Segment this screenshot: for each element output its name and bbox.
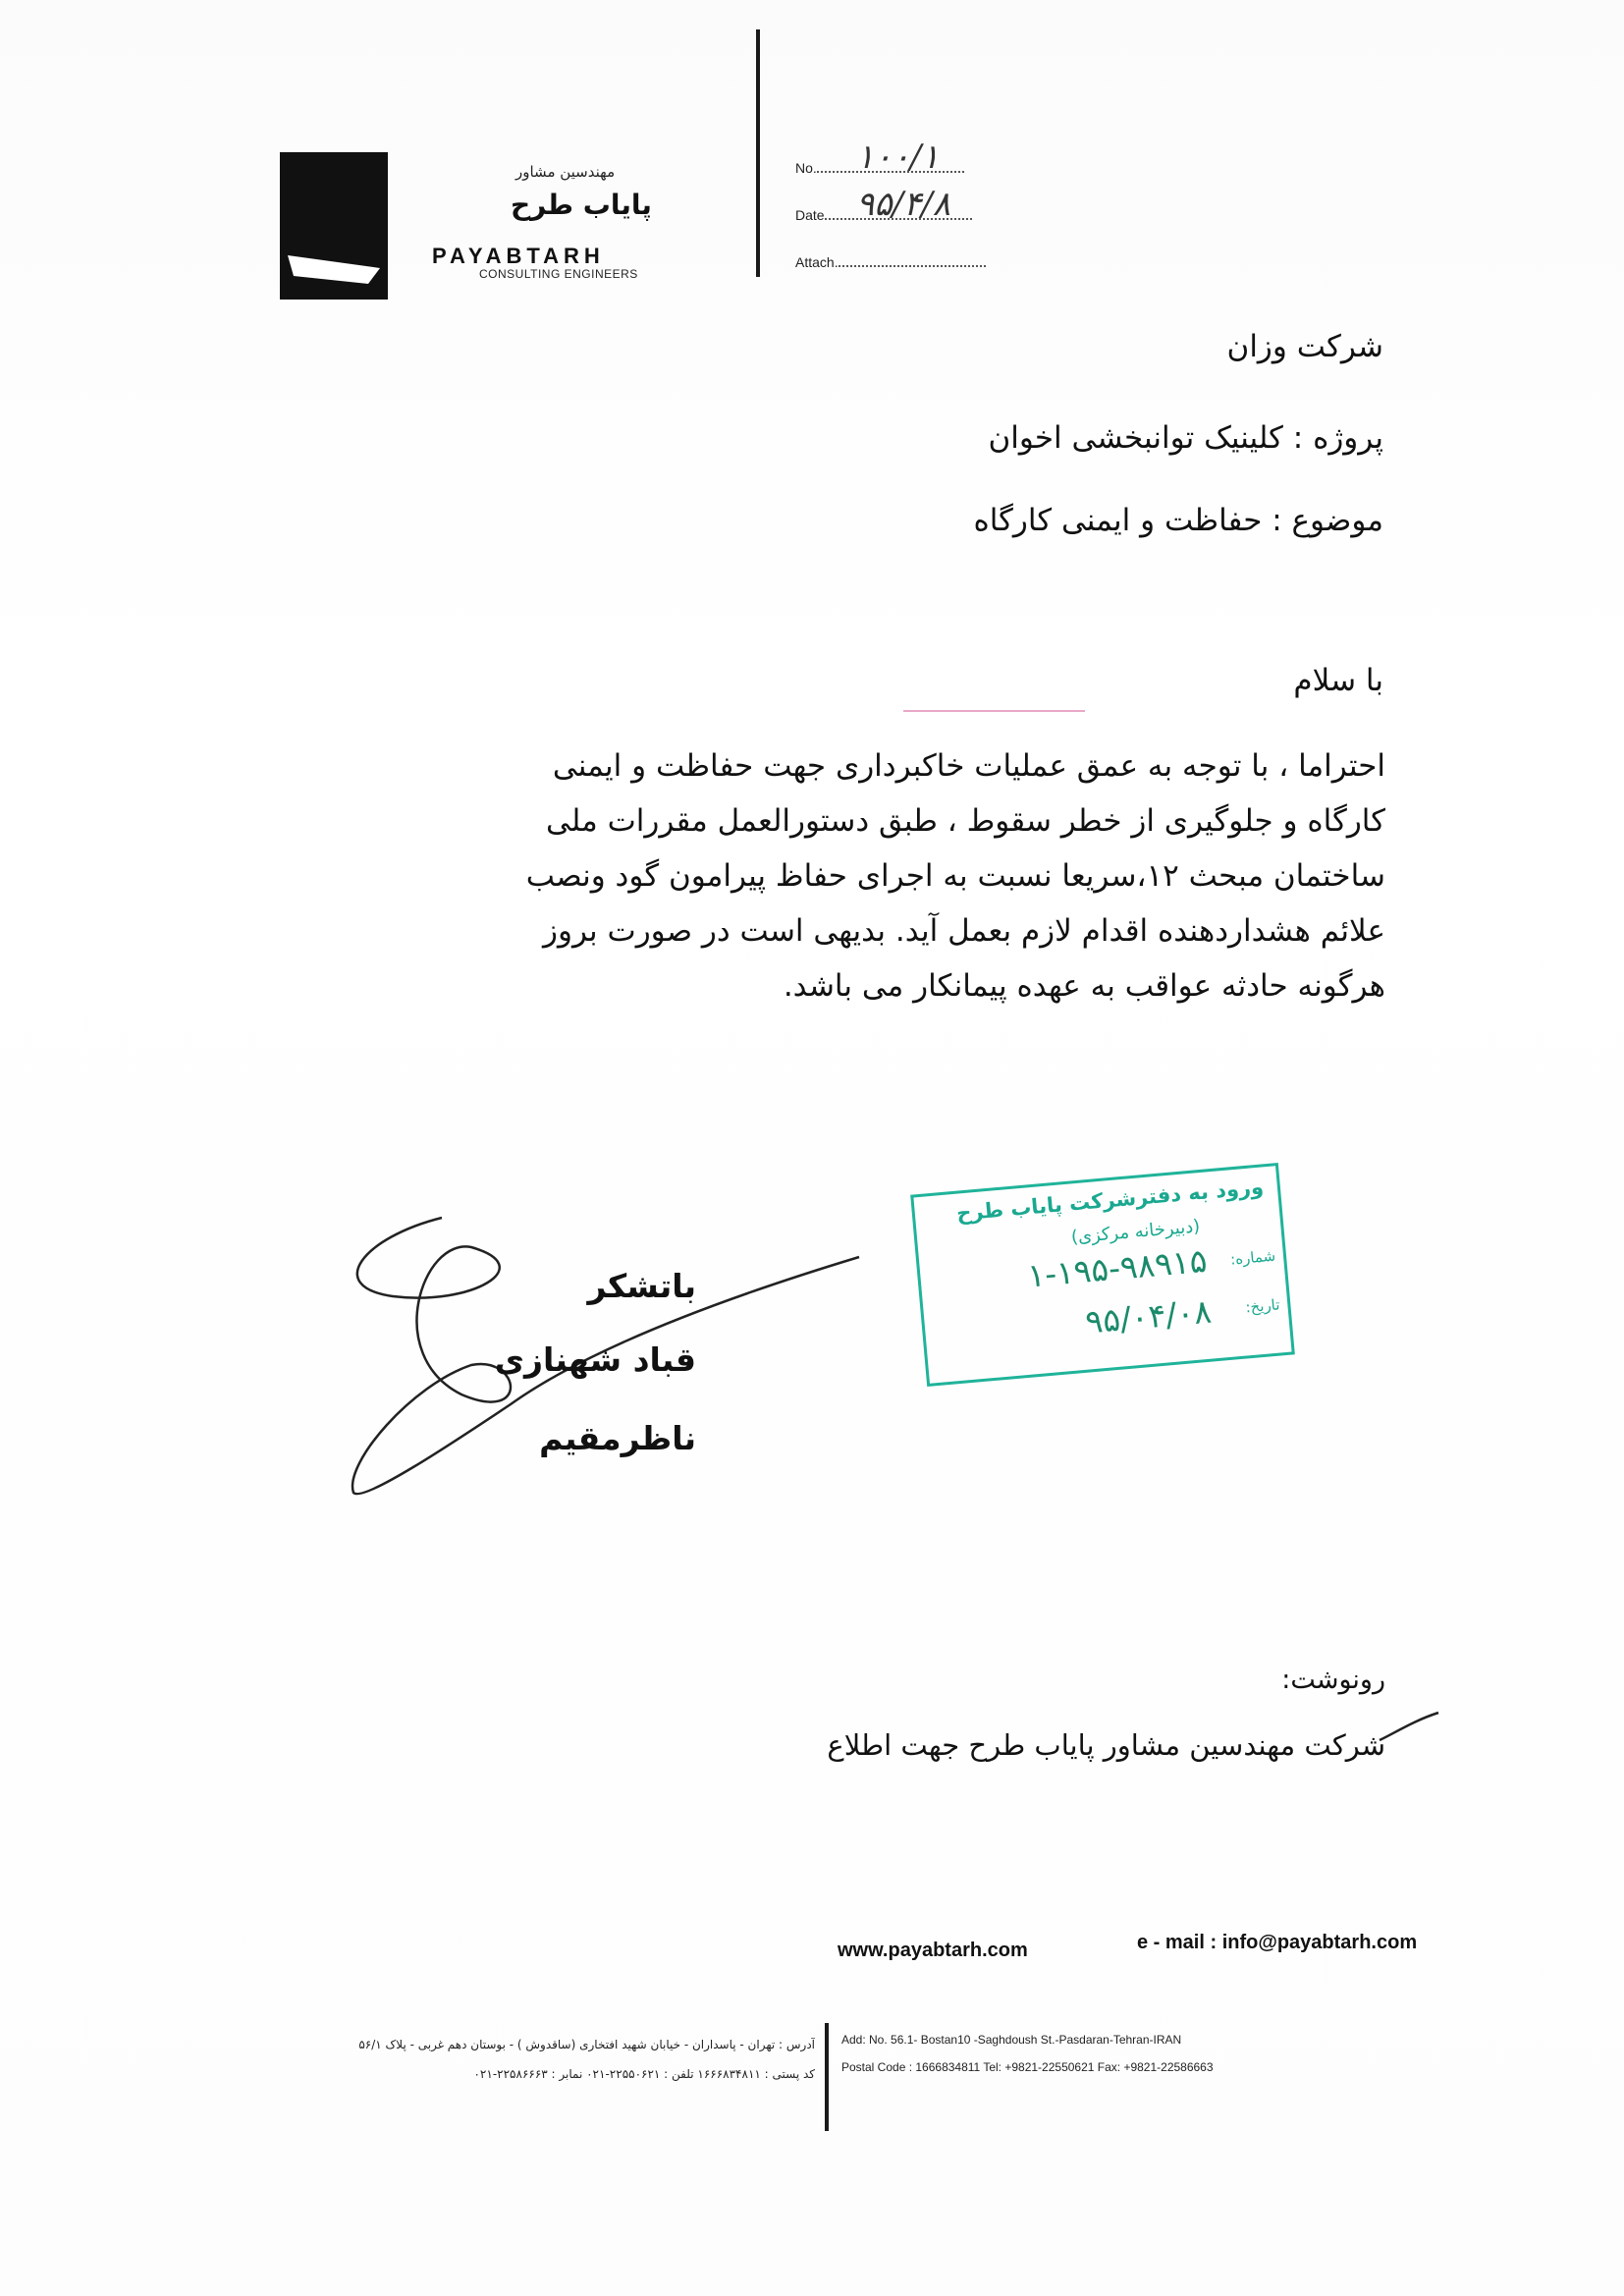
greeting: با سلام — [1293, 663, 1383, 698]
footer-address-en: Add: No. 56.1- Bostan10 -Saghdoush St.-Pasdaran-Tehran-IRAN — [841, 2033, 1182, 2047]
letter-attach-label: Attach. — [795, 254, 839, 270]
footer-contact-fa: کد پستی : ۱۶۶۶۸۳۴۸۱۱ تلفن : ۲۲۵۵۰۶۲۱-۰۲۱ نمابر : ۲۲۵۸۶۶۶۳-۰۲۱ — [473, 2067, 815, 2081]
project-line: پروژه : کلینیک توانبخشی اخوان — [988, 420, 1383, 456]
signatory-name: قباد شهنازی — [494, 1340, 696, 1379]
company-logo-icon — [280, 152, 388, 300]
signature-thanks: باتشکر — [587, 1267, 696, 1305]
footer-website: www.payabtarh.com — [838, 1940, 1028, 1961]
body-line: علائم هشداردهنده اقدام لازم بعمل آید. بدیهی است در صورت بروز — [543, 913, 1385, 949]
stamp-title: ورود به دفترشرکت پایاب طرح — [955, 1175, 1265, 1226]
stamp-date-value: ۹۵/۰۴/۰۸ — [1083, 1291, 1214, 1341]
letter-number-label: No. — [795, 160, 817, 176]
stamp-subtitle: (دبیرخانه مرکزی) — [1070, 1216, 1201, 1248]
body-line: کارگاه و جلوگیری از خطر سقوط ، طبق دستورالعمل مقررات ملی — [546, 803, 1385, 839]
stamp-date-label: تاریخ: — [1244, 1295, 1281, 1317]
decorative-line — [903, 710, 1085, 712]
cc-label: رونوشت: — [1281, 1665, 1385, 1695]
cc-recipient: شرکت مهندسین مشاور پایاب طرح جهت اطلاع — [827, 1728, 1385, 1762]
subject-line: موضوع : حفاظت و ایمنی کارگاه — [973, 503, 1383, 538]
logo-subtitle-fa: مهندسین مشاور — [515, 163, 616, 181]
logo-name-en: PAYABTARH — [432, 244, 605, 268]
letter-attach-row — [795, 253, 986, 272]
logo-name-fa: پایاب طرح — [511, 189, 652, 221]
body-line: احتراما ، با توجه به عمق عملیات خاکبرداری جهت حفاظت و ایمنی — [552, 748, 1385, 784]
stamp-number-value: ۱-۱۹۵-۹۸۹۱۵ — [1025, 1240, 1209, 1295]
body-line: ساختمان مبحث ۱۲،سریعا نسبت به اجرای حفاظ پیرامون گود ونصب — [525, 858, 1385, 894]
letter-number-row — [795, 137, 964, 178]
header-divider — [756, 29, 760, 277]
footer-address-fa: آدرس : تهران - پاسداران - خیابان شهید افتخاری (ساقدوش ) - بوستان دهم غربی - پلاک ۵۶/۱ — [358, 2038, 815, 2051]
footer-divider — [825, 2023, 829, 2131]
letter-date-label: Date — [795, 207, 825, 223]
letter-body — [227, 738, 1385, 1013]
letter-date-row — [795, 185, 972, 225]
recipient-company: شرکت وزان — [1226, 329, 1383, 364]
body-line: هرگونه حادثه عواقب به عهده پیمانکار می باشد. — [783, 968, 1385, 1004]
letter-number-value: ۱۰۰/۱ — [856, 137, 940, 177]
footer-contact-en: Postal Code : 1666834811 Tel: +9821-22550621 Fax: +9821-22586663 — [841, 2060, 1214, 2074]
reception-stamp — [910, 1163, 1295, 1387]
stamp-number-label: شماره: — [1229, 1246, 1276, 1269]
footer-email: e - mail : info@payabtarh.com — [1137, 1932, 1418, 1953]
signatory-title: ناظرمقیم — [539, 1419, 696, 1457]
letter-date-value: ۹۵/۴/۸ — [856, 185, 950, 224]
logo-subtitle-en: CONSULTING ENGINEERS — [479, 267, 638, 281]
